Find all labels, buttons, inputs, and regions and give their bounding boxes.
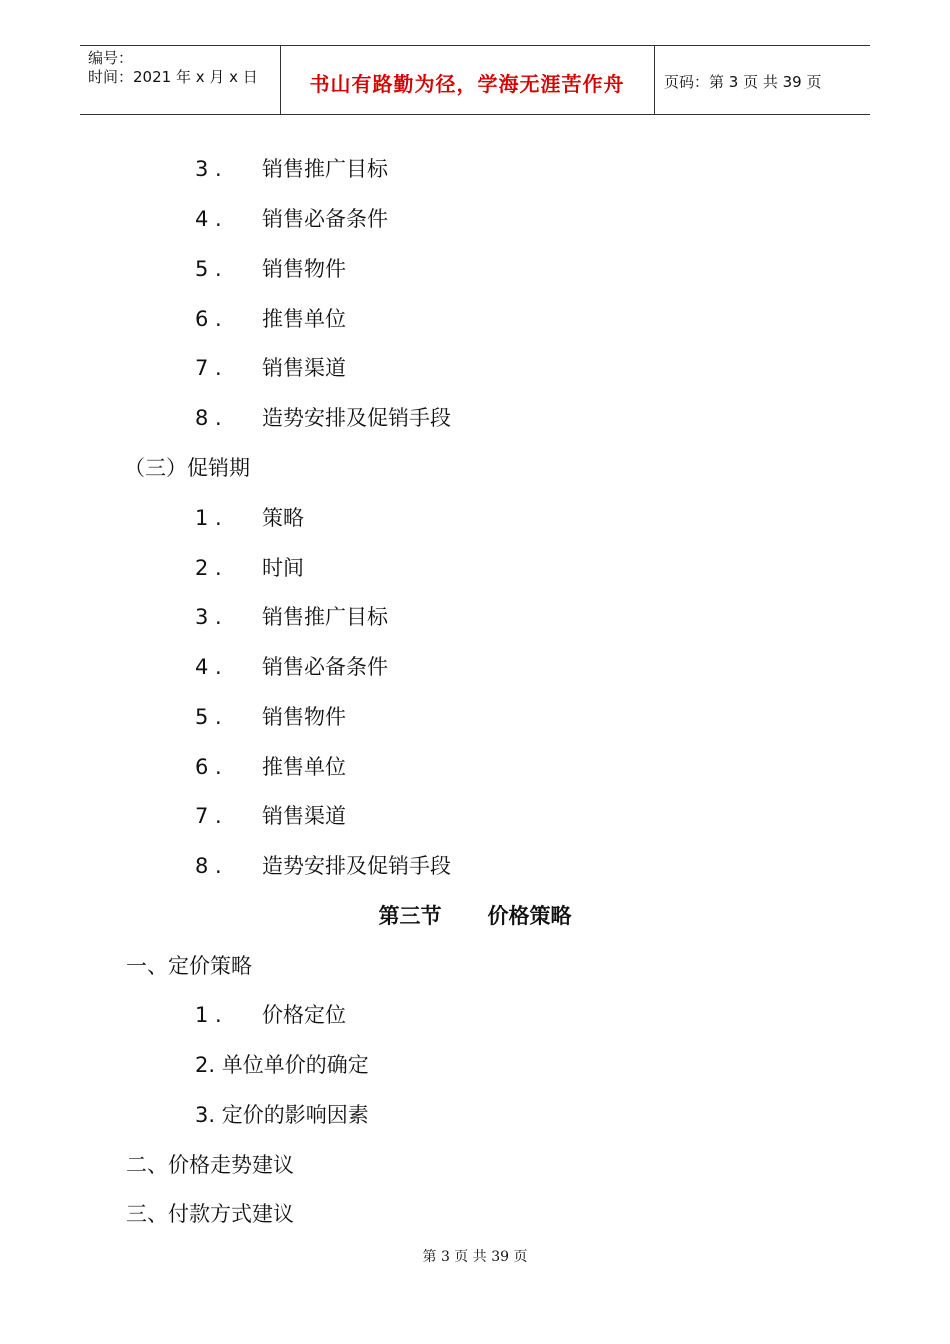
list-item-text: 销售推广目标 — [262, 605, 388, 629]
list-item-text: 推售单位 — [262, 307, 346, 331]
section-title — [0, 901, 950, 931]
list-item-number: 3 . — [195, 157, 222, 181]
list-item-text: 时间 — [262, 556, 304, 580]
list-item-text: 造势安排及促销手段 — [262, 406, 451, 430]
list-item-number: 7 . — [195, 804, 222, 828]
list-item-number: 3 . — [195, 605, 222, 629]
list-item-number: 8 . — [195, 406, 222, 430]
header-time-label: 时间：2021 年 x 月 x 日 — [88, 68, 258, 86]
pricing-heading-2: 二、价格走势建议 — [126, 1153, 294, 1177]
list-item-text: 策略 — [262, 506, 304, 530]
list-item-text: 价格定位 — [262, 1003, 346, 1027]
list-item: 3. 定价的影响因素 — [195, 1103, 369, 1127]
list-item-text: 销售物件 — [262, 705, 346, 729]
list-item-number: 4 . — [195, 655, 222, 679]
list-item-text: 销售必备条件 — [262, 207, 388, 231]
list-item-text: 销售必备条件 — [262, 655, 388, 679]
list-item-number: 7 . — [195, 356, 222, 380]
page-header — [80, 45, 870, 115]
list-item-text: 推售单位 — [262, 755, 346, 779]
list-item-text: 销售推广目标 — [262, 157, 388, 181]
page-footer: 第 3 页 共 39 页 — [422, 1249, 528, 1265]
list-item-number: 4 . — [195, 207, 222, 231]
header-meta — [88, 49, 258, 87]
list-item-text: 销售渠道 — [262, 356, 346, 380]
list-item-text: 造势安排及促销手段 — [262, 854, 451, 878]
header-page-info: 页码：第 3 页 共 39 页 — [664, 73, 822, 91]
list-item-number: 5 . — [195, 257, 222, 281]
list-item-number: 1 . — [195, 1003, 222, 1027]
section-name: 价格策略 — [487, 904, 572, 928]
list-item-number: 1 . — [195, 506, 222, 530]
list-item-number: 6 . — [195, 755, 222, 779]
sub-heading: （三）促销期 — [124, 456, 250, 480]
header-number-label: 编号： — [88, 49, 134, 67]
list-item-number: 6 . — [195, 307, 222, 331]
list-item-number: 2 . — [195, 556, 222, 580]
pricing-heading-1: 一、定价策略 — [126, 954, 252, 978]
list-item-text: 销售渠道 — [262, 804, 346, 828]
header-divider — [654, 46, 655, 114]
header-motto: 书山有路勤为径，学海无涯苦作舟 — [309, 72, 625, 96]
list-item-number: 5 . — [195, 705, 222, 729]
list-item-text: 销售物件 — [262, 257, 346, 281]
section-number: 第三节 — [378, 904, 442, 928]
list-item-number: 8 . — [195, 854, 222, 878]
list-item: 2. 单位单价的确定 — [195, 1053, 369, 1077]
pricing-heading-3: 三、付款方式建议 — [126, 1202, 294, 1226]
